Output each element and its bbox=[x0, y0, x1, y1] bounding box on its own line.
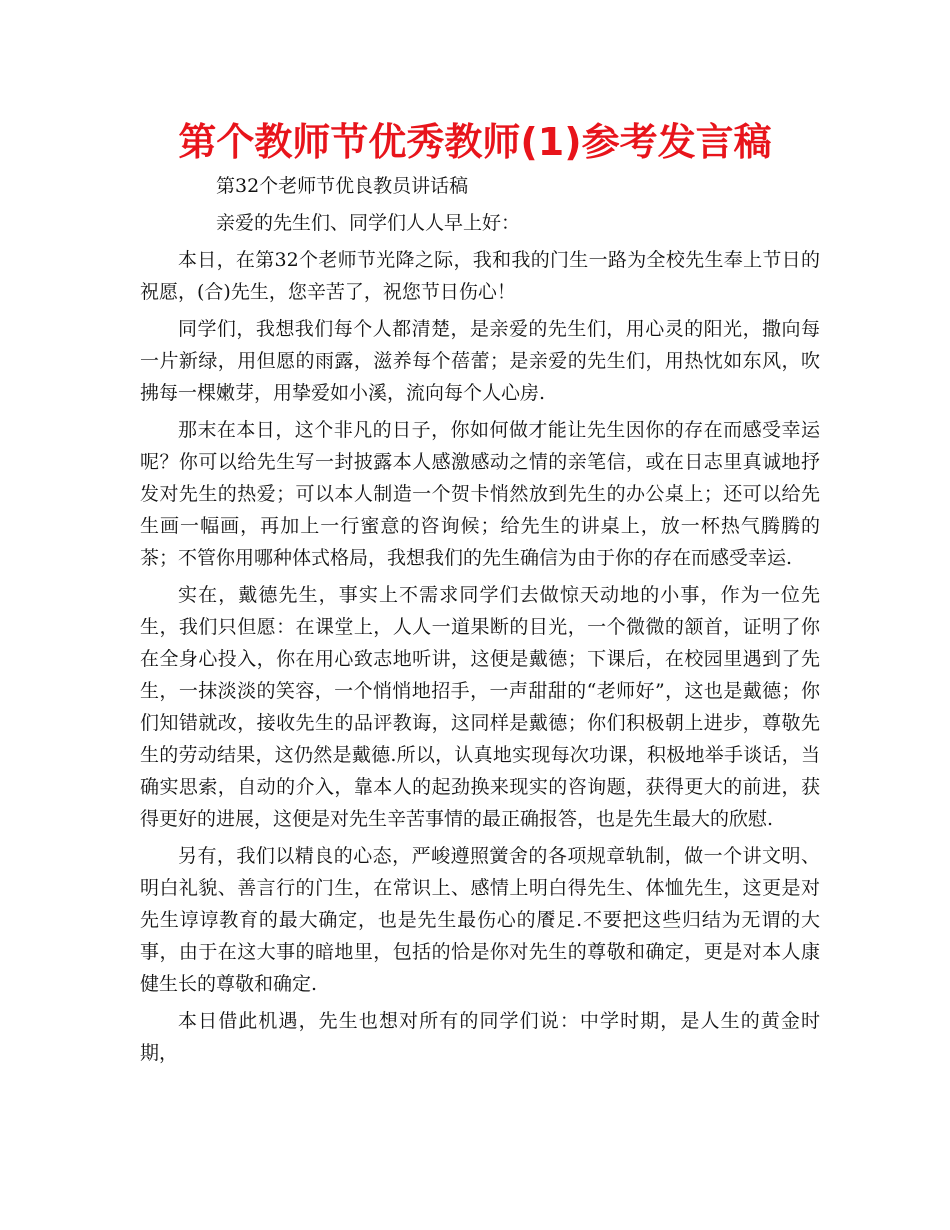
body-paragraph: 那末在本日，这个非凡的日子，你如何做才能让先生因你的存在而感受幸运呢？你可以给先生写一封披露本人感激感动之情的亲笔信，或在日志里真诚地抒发对先生的热爱；可以本人制造一个贺卡悄然放到先生的办公桌上；还可以给先生画一幅画，再加上一行蜜意的咨询候；给先生的讲桌上，放一杯热气腾腾的茶；不管你用哪种体式格局，我想我们的先生确信为由于你的存在而感受幸运. bbox=[140, 419, 820, 569]
body-paragraph: 同学们，我想我们每个人都清楚，是亲爱的先生们，用心灵的阳光，撒向每一片新绿，用但愿的雨露，滋养每个蓓蕾；是亲爱的先生们，用热忱如东风，吹拂每一棵嫩芽，用挚爱如小溪，流向每个人心房. bbox=[140, 318, 820, 404]
body-paragraph: 另有，我们以精良的心态，严峻遵照黉舍的各项规章轨制，做一个讲文明、明白礼貌、善言行的门生，在常识上、感情上明白得先生、体恤先生，这更是对先生谆谆教育的最大确定，也是先生最伤心的餍足.不要把这些归结为无谓的大事，由于在这大事的暗地里，包括的恰是你对先生的尊敬和确定，更是对本人康健生长的尊敬和确定. bbox=[140, 845, 820, 995]
document-body bbox=[140, 170, 820, 1074]
body-paragraph: 实在，戴德先生，事实上不需求同学们去做惊天动地的小事，作为一位先生，我们只但愿：在课堂上，人人一道果断的目光，一个微微的颔首，证明了你在全身心投入，你在用心致志地听讲，这便是戴德；下课后，在校园里遇到了先生，一抹淡淡的笑容，一个悄悄地招手，一声甜甜的“老师好”，这也是戴德；你们知错就改，接收先生的品评教诲，这同样是戴德；你们积极朝上进步，尊敬先生的劳动结果，这仍然是戴德.所以，认真地实现每次功课，积极地举手谈话，当确实思索，自动的介入，靠本人的起劲换来现实的咨询题，获得更大的前进，获得更好的进展，这便是对先生辛苦事情的最正确报答，也是先生最大的欣慰. bbox=[140, 584, 820, 830]
document-subtitle: 第32个老师节优良教员讲话稿 bbox=[216, 175, 469, 197]
body-paragraph: 本日借此机遇，先生也想对所有的同学们说：中学时期，是人生的黄金时期， bbox=[140, 1010, 820, 1064]
document-title: 第个教师节优秀教师(1)参考发言稿 bbox=[178, 120, 772, 164]
greeting-paragraph: 亲爱的先生们、同学们人人早上好： bbox=[216, 212, 521, 234]
body-paragraph: 本日，在第32个老师节光降之际，我和我的门生一路为全校先生奉上节日的祝愿，(合)先生，您辛苦了，祝您节日伤心！ bbox=[140, 249, 820, 303]
